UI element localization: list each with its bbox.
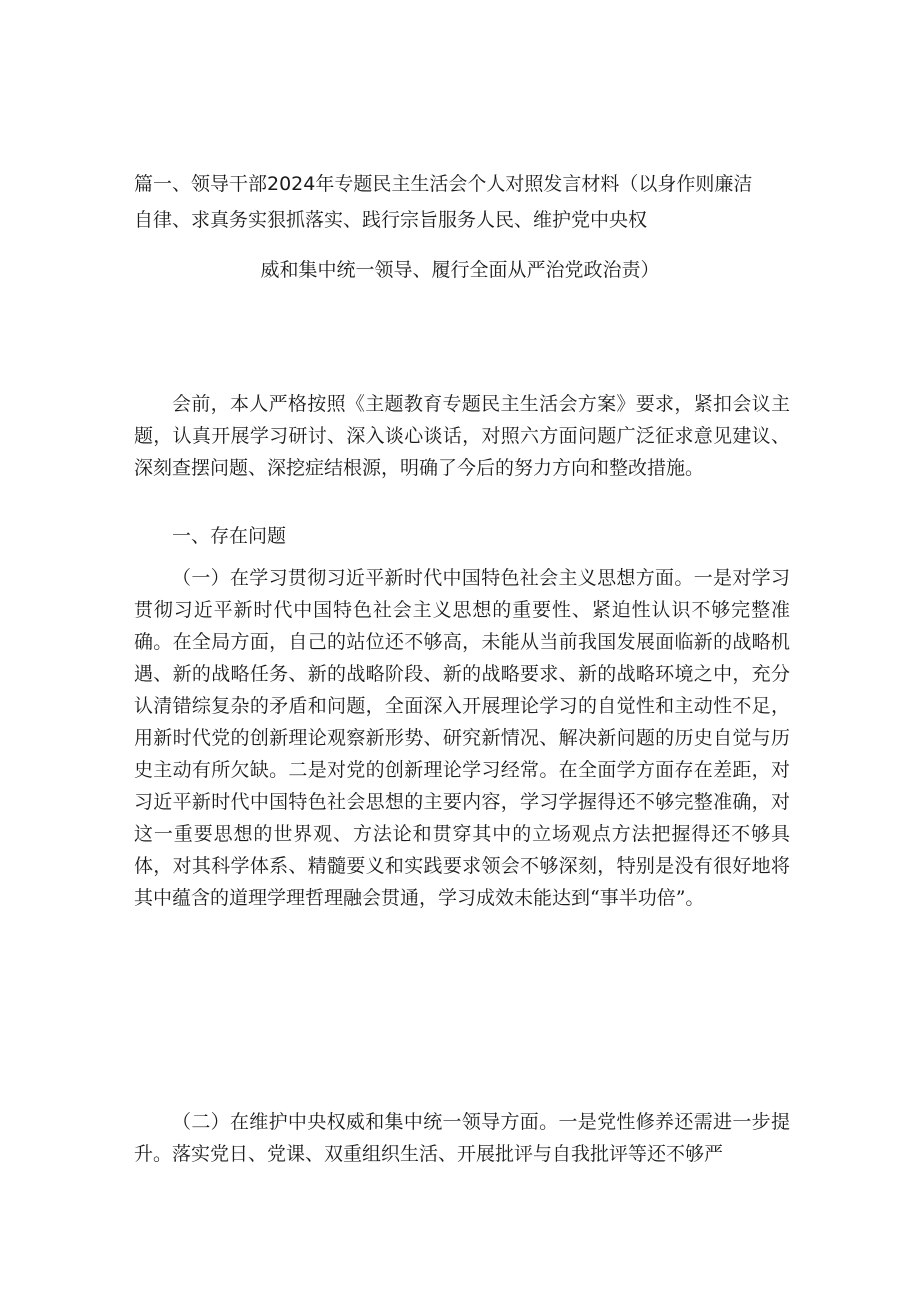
section-heading: 一、存在问题 — [172, 525, 287, 547]
paragraph-1-text: （一）在学习贯彻习近平新时代中国特色社会主义思想方面。一是对学习贯彻习近平新时代中国特色社会主义思想的重要性、紧迫性认识不够完整准确。在全局方面，自己的站位还不够高，未能从当前我国发展面临新的战略机遇、新的战略任务、新的战略阶段、新的战略要求、新的战略环境之中，充分认清错综复杂的矛盾和问题，全面深入开展理论学习的自觉性和主动性不足，用新时代党的创新理论观察新形势、研究新情况、解决新问题的历史自觉与历史主动有所欠缺。二是对党的创新理论学习经常。在全面学方面存在差距，对习近平新时代中国特色社会思想的主要内容，学习学握得还不够完整准确，对这一重要思想的世界观、方法论和贯穿其中的立场观点方法把握得还不够具体，对其科学体系、精髓要义和实践要求领会不够深刻，特别是没有很好地将其中蕴含的道理学理哲理融会贯通，学习成效未能达到“事半功倍”。 — [134, 567, 790, 909]
document-title-line-3: 威和集中统一领导、履行全面从严治党政治责） — [260, 259, 660, 281]
paragraph-2 — [134, 1106, 790, 1170]
paragraph-2-text: （二）在维护中央权威和集中统一领导方面。一是党性修养还需进一步提升。落实党日、党课、双重组织生活、开展批评与自我批评等还不够严 — [134, 1111, 790, 1165]
intro-paragraph — [134, 388, 790, 484]
document-title-line-2: 自律、求真务实狠抓落实、践行宗旨服务人民、维护党中央权 — [134, 209, 648, 231]
intro-text: 会前，本人严格按照《主题教育专题民主生活会方案》要求，紧扣会议主题，认真开展学习研讨、深入谈心谈话，对照六方面问题广泛征求意见建议、深刻查摆问题、深挖症结根源，明确了今后的努力方向和整改措施。 — [134, 393, 790, 479]
document-title-line-1: 篇一、领导干部2024年专题民主生活会个人对照发言材料（以身作则廉洁 — [134, 173, 753, 195]
paragraph-1 — [134, 562, 790, 914]
